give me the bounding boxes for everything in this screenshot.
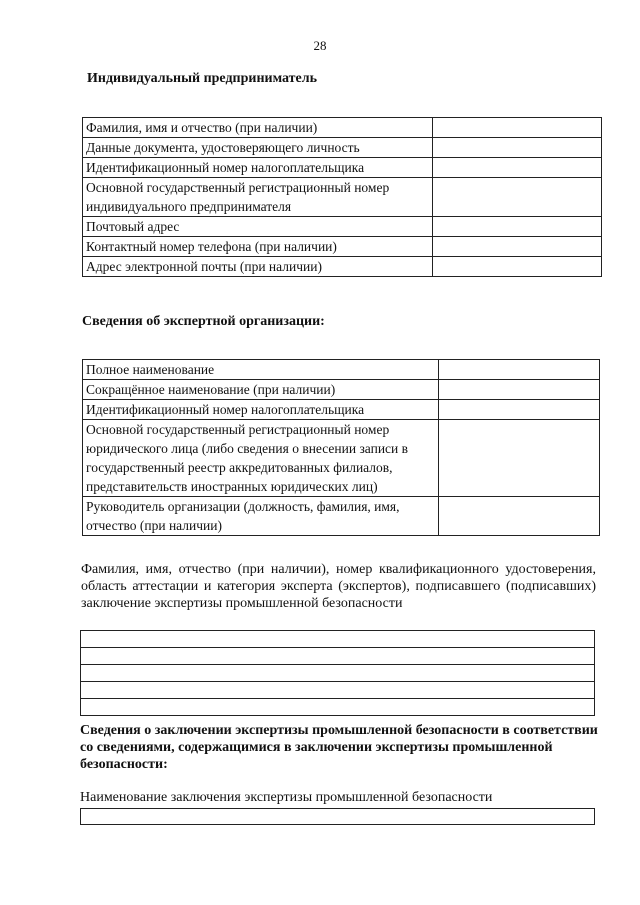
value-cell[interactable] xyxy=(433,118,602,138)
value-cell[interactable] xyxy=(433,158,602,178)
row-label: Основной государственный регистрационный номер индивидуального предпринимателя xyxy=(83,178,433,217)
table-row xyxy=(81,682,595,699)
page-number: 28 xyxy=(313,38,327,53)
table-row xyxy=(83,257,602,277)
section-title-conclusion: Сведения о заключении экспертизы промышленной безопасности в соответствии со сведениями, содержащимися в заключении экспертизы промышленной безопасности: xyxy=(80,723,598,772)
row-label: Почтовый адрес xyxy=(83,217,433,237)
row-label: Руководитель организации (должность, фамилия, имя, отчество (при наличии) xyxy=(83,497,439,536)
conclusion-name-field[interactable] xyxy=(80,808,595,825)
individual-entrepreneur-table xyxy=(82,117,602,277)
row-label: Идентификационный номер налогоплательщика xyxy=(83,400,439,420)
table-row xyxy=(83,420,600,497)
expert-organization-table xyxy=(82,359,600,536)
table-row xyxy=(83,360,600,380)
table-row xyxy=(83,217,602,237)
row-label: Полное наименование xyxy=(83,360,439,380)
value-cell[interactable] xyxy=(439,420,600,497)
blank-cell[interactable] xyxy=(81,648,595,665)
table-row xyxy=(83,178,602,217)
section-title-expert-organization: Сведения об экспертной организации: xyxy=(82,314,325,329)
table-row xyxy=(83,400,600,420)
blank-cell[interactable] xyxy=(81,665,595,682)
row-label: Сокращённое наименование (при наличии) xyxy=(83,380,439,400)
value-cell[interactable] xyxy=(439,380,600,400)
value-cell[interactable] xyxy=(439,497,600,536)
table-row xyxy=(81,699,595,716)
row-label: Основной государственный регистрационный номер юридического лица (либо сведения о внесении записи в государственный реестр аккредитованных филиалов, представительств иностранных юридических лиц) xyxy=(83,420,439,497)
value-cell[interactable] xyxy=(433,178,602,217)
experts-table xyxy=(80,630,595,716)
row-label: Адрес электронной почты (при наличии) xyxy=(83,257,433,277)
blank-cell[interactable] xyxy=(81,631,595,648)
table-row xyxy=(83,118,602,138)
table-row xyxy=(81,631,595,648)
experts-paragraph: Фамилия, имя, отчество (при наличии), номер квалификационного удостоверения, область аттестации и категория эксперта (экспертов), подписавшего (подписавших) заключение экспертизы промышленной безопасности xyxy=(81,562,596,611)
value-cell[interactable] xyxy=(433,138,602,158)
value-cell[interactable] xyxy=(433,257,602,277)
blank-cell[interactable] xyxy=(81,699,595,716)
row-label: Данные документа, удостоверяющего личность xyxy=(83,138,433,158)
table-row xyxy=(83,158,602,178)
row-label: Контактный номер телефона (при наличии) xyxy=(83,237,433,257)
blank-cell[interactable] xyxy=(81,682,595,699)
table-row xyxy=(81,648,595,665)
table-row xyxy=(81,665,595,682)
conclusion-name-label: Наименование заключения экспертизы промышленной безопасности xyxy=(80,790,493,805)
table-row xyxy=(83,380,600,400)
value-cell[interactable] xyxy=(433,237,602,257)
table-row xyxy=(83,138,602,158)
table-row xyxy=(83,237,602,257)
value-cell[interactable] xyxy=(439,360,600,380)
value-cell[interactable] xyxy=(439,400,600,420)
row-label: Идентификационный номер налогоплательщика xyxy=(83,158,433,178)
value-cell[interactable] xyxy=(433,217,602,237)
row-label: Фамилия, имя и отчество (при наличии) xyxy=(83,118,433,138)
table-row xyxy=(83,497,600,536)
section-title-individual-entrepreneur: Индивидуальный предприниматель xyxy=(87,71,318,86)
